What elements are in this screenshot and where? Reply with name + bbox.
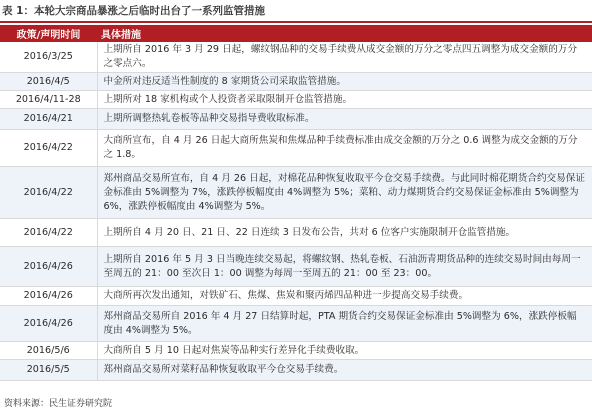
table-row	[0, 167, 592, 219]
source-note: 资料来源：民生证券研究院	[4, 399, 113, 409]
row-date: 2016/4/26	[0, 247, 97, 287]
table-row	[0, 287, 592, 306]
table-row	[0, 109, 592, 130]
row-date: 2016/4/11-28	[0, 91, 97, 109]
table-row	[0, 342, 592, 360]
row-measure: 中金所对违反适当性制度的 8 家期货公司采取监管措施。	[97, 73, 592, 91]
row-date: 2016/5/5	[0, 360, 97, 381]
row-date: 2016/4/22	[0, 130, 97, 167]
row-measure: 郑州商品交易所对菜籽品种恢复收取平今仓交易手续费。	[97, 360, 592, 381]
row-date: 2016/4/26	[0, 306, 97, 342]
table-row	[0, 306, 592, 342]
row-date: 2016/3/25	[0, 42, 97, 73]
table-row	[0, 360, 592, 381]
row-measure: 郑州商品交易所自 2016 年 4 月 27 日结算时起，PTA 期货合约交易保证金标准由 5%调整为 6%，涨跌停板幅度由 4%调整为 5%。	[97, 306, 592, 342]
row-date: 2016/4/5	[0, 73, 97, 91]
title-divider	[0, 21, 592, 23]
table-row	[0, 247, 592, 287]
row-date: 2016/5/6	[0, 342, 97, 360]
table-header-row	[0, 25, 592, 42]
row-measure: 大商所再次发出通知，对铁矿石、焦煤、焦炭和聚丙烯四品种进一步提高交易手续费。	[97, 287, 592, 306]
row-measure: 上期所自 2016 年 3 月 29 日起，螺纹钢品种的交易手续费从成交金额的万分之零点四五调整为成交金额的万分之零点六。	[97, 42, 592, 73]
table-row	[0, 130, 592, 167]
row-date: 2016/4/22	[0, 219, 97, 247]
row-measure: 上期所自 4 月 20 日、21 日、22 日连续 3 日发布公告，共对 6 位客户实施限制开仓监管措施。	[97, 219, 592, 247]
row-measure: 大商所自 5 月 10 日起对焦炭等品种实行差异化手续费收取。	[97, 342, 592, 360]
row-measure: 上期所调整热轧卷板等品种交易指导费收取标准。	[97, 109, 592, 130]
row-date: 2016/4/26	[0, 287, 97, 306]
row-measure: 郑州商品交易所宣布，自 4 月 26 日起，对棉花品种恢复收取平今仓交易手续费。与此同时棉花期货合约交易保证金标准由 5%调整为 7%，涨跌停板幅度由 4%调整为 5%；菜粕、动力煤期货合约交易保证金标准由 5%调整为 6%，涨跌停板幅度由 4%调整为 5%。	[97, 167, 592, 219]
row-date: 2016/4/22	[0, 167, 97, 219]
table-title: 表 1：本轮大宗商品暴涨之后临时出台了一系列监管措施	[2, 5, 265, 17]
row-date: 2016/4/21	[0, 109, 97, 130]
column-header-date: 政策/声明时间	[0, 25, 97, 42]
table-row	[0, 91, 592, 109]
measures-table	[0, 25, 592, 381]
row-measure: 大商所宣布，自 4 月 26 日起大商所焦炭和焦煤品种手续费标准由成交金额的万分之 0.6 调整为成交金额的万分之 1.8。	[97, 130, 592, 167]
table-row	[0, 219, 592, 247]
table-row	[0, 42, 592, 73]
table-row	[0, 73, 592, 91]
row-measure: 上期所对 18 家机构或个人投资者采取限制开仓监管措施。	[97, 91, 592, 109]
row-measure: 上期所自 2016 年 5 月 3 日当晚连续交易起，将螺纹钢、热轧卷板、石油沥青期货品种的连续交易时间由每周一至周五的 21：00 至次日 1：00 调整为每周一至周五的 21：00 至 23：00。	[97, 247, 592, 287]
column-header-measure: 具体措施	[97, 25, 592, 42]
